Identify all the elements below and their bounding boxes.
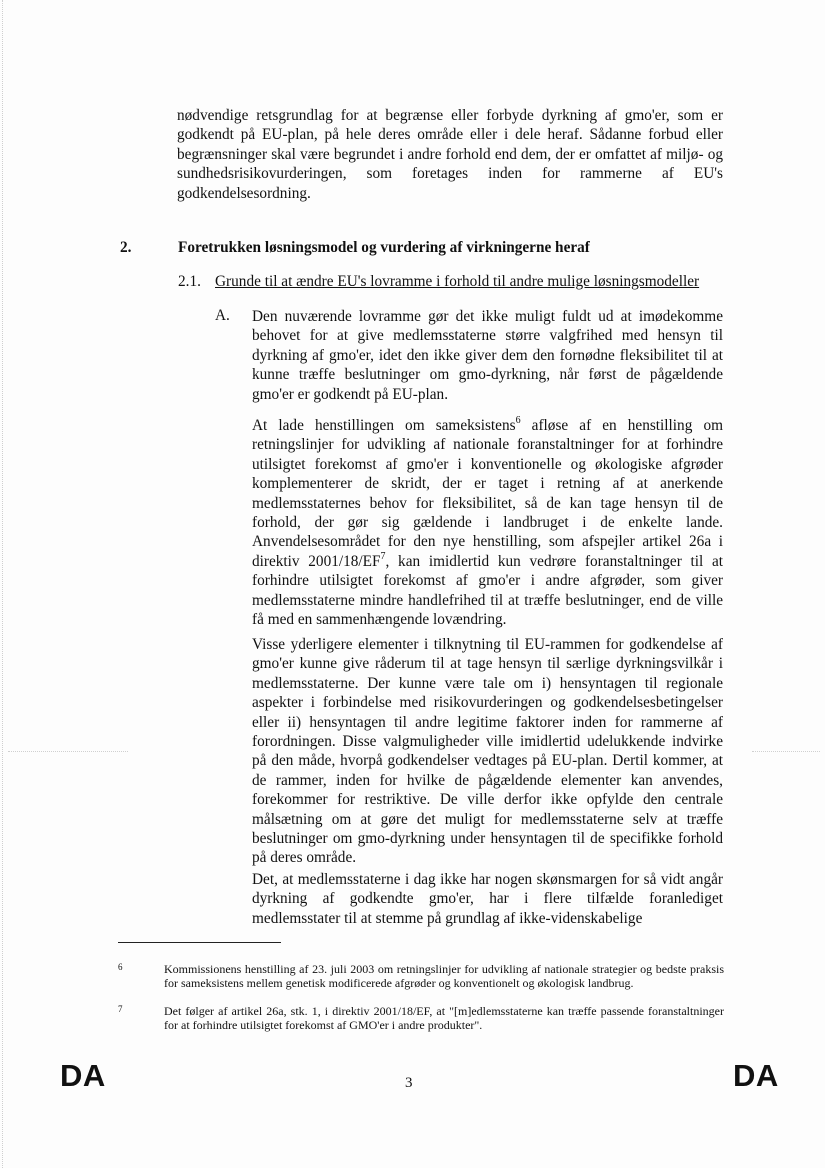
paragraph-2-part-b: afløse af en henstilling om retningslinjer for udvikling af nationale foranstaltninger for at forhindre utilsigtet forekomst af gmo'er i konventionelle og økologiske afgrøder komplementerer de skridt, der er taget i retning af at anerkende medlemsstaternes behov for fleksibilitet, så de kan tage hensyn til de forhold, der gør sig gældende i landbruget i de enkelte lande. Anvendelsesområdet for den nye henstilling, som afspejler artikel 26a i direktiv 2001/18/EF [252,417,723,570]
footnote-number-6: 6 [118,962,123,972]
language-code-right: DA [733,1058,779,1093]
footnote-text-6: Kommissionens henstilling af 23. juli 2003 om retningslinjer for udvikling af nationale strategier og bedste praksis for sameksistens mellem genetisk modificerede afgrøder og konventionelt og økologisk landbrug. [164,962,724,991]
scan-artifact-left [8,751,128,752]
paragraph-2-part-c: , kan imidlertid kun vedrøre foranstaltninger til at forhindre utilsigtet forekomst af gmo'er i andre afgrøder, som giver medlemsstaterne mindre handlefrihed til at træffe beslutninger, end de ville få med en sammenhængende lovændring. [252,552,723,629]
footnote-separator [118,942,281,943]
paragraph-2-part-a: At lade henstillingen om sameksistens [252,417,516,434]
subsection-title: Grunde til at ændre EU's lovramme i forhold til andre mulige løsningsmodeller [215,273,700,290]
scan-edge [2,0,3,1168]
intro-paragraph: nødvendige retsgrundlag for at begrænse eller forbyde dyrkning af gmo'er, som er godkendt på EU-plan, på hele deres område eller i dele heraf. Sådanne forbud eller begrænsninger skal være begrundet i andre forhold end dem, der er omfattet af miljø- og sundhedsrisikovurderingen, som foretages inden for rammerne af EU's godkendelsesordning. [177,107,723,202]
page-number: 3 [405,1075,413,1091]
footnote-number-7: 7 [118,1004,123,1014]
section-number: 2. [120,239,132,256]
item-label: A. [215,307,230,324]
paragraph-1: Den nuværende lovramme gør det ikke muligt fuldt ud at imødekomme behovet for at give medlemsstaterne større valgfrihed med hensyn til dyrkning af gmo'er, idet den ikke giver dem den fornødne fleksibilitet til at kunne træffe beslutninger om gmo-dyrkning, når først de pågældende gmo'er er godkendt på EU-plan. [252,308,723,403]
subsection-number: 2.1. [178,273,201,290]
section-title: Foretrukken løsningsmodel og vurdering af virkningerne heraf [178,239,590,256]
footnote-text-7: Det følger af artikel 26a, stk. 1, i direktiv 2001/18/EF, at "[m]edlemsstaterne kan træffe passende foranstaltninger for at forhindre utilsigtet forekomst af GMO'er i andre produkter". [164,1004,724,1033]
paragraph-3: Visse yderligere elementer i tilknytning til EU-rammen for godkendelse af gmo'er kunne give råderum til at tage hensyn til særlige dyrkningsvilkår i medlemsstaterne. Der kunne være tale om i) hensyntagen til regionale aspekter i forbindelse med risikovurderingen og godkendelsesbetingelser eller ii) hensyntagen til andre legitime faktorer inden for rammerne af forordningen. Disse valgmuligheder ville imidlertid udelukkende indvirke på den måde, hvorpå godkendelser vedtages på EU-plan. Dertil kommer, at de rammer, inden for hvilke de pågældende elementer kan anvendes, forekommer for restriktive. De ville derfor ikke opfylde den centrale målsætning om at gøre det muligt for medlemsstaterne selv at træffe beslutninger om gmo-dyrkning under hensyntagen til de specifikke forhold på deres område. [252,636,723,867]
paragraph-4: Det, at medlemsstaterne i dag ikke har nogen skønsmargen for så vidt angår dyrkning af godkendte gmo'er, har i flere tilfælde foranlediget medlemsstater til at stemme på grundlag af ikke-videnskabelige [252,871,723,927]
paragraph-2 [252,416,723,629]
scan-artifact-right [752,751,820,752]
footnote-ref-7[interactable]: 7 [380,550,386,562]
footnote-ref-6[interactable]: 6 [515,414,521,426]
language-code-left: DA [60,1058,106,1093]
